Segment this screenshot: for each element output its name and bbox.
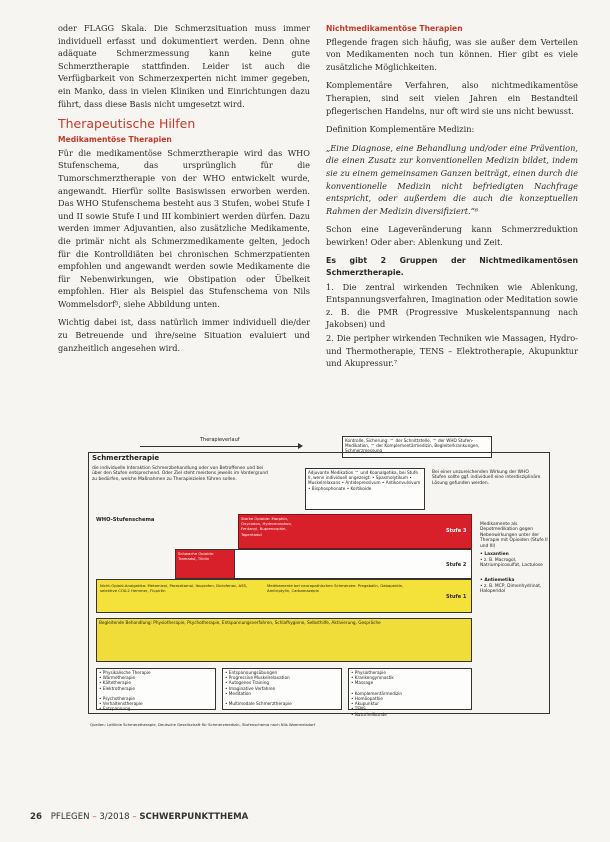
groups-heading: Es gibt 2 Gruppen der Nichtmedikamentösen Schmerztherapie. — [326, 255, 578, 278]
stufe3-bar — [238, 514, 472, 549]
definition-quote: „Eine Diagnose, eine Behandlung und/oder eine Prävention, die einen Zusatz zur konventionellen Medizin bildet, indem sie zu einem gemeinsamen Ganzen beiträgt, einen durch die konventionelle Medizin nicht befriedigten Nachfrage entspricht, oder außerdem die auch die konzeptuellen Rahmen der Medizin diversifiziert.“⁶ — [326, 142, 578, 216]
paragraph-nurses: Pflegende fragen sich häufig, was sie außer dem Verteilen von Medikamenten noch tun können. Hier gibt es viele zusätzliche Möglichkeiten. — [326, 36, 578, 72]
section-title: Therapeutische Hilfen — [58, 116, 196, 132]
definition-label: Definition Komplementäre Medizin: — [326, 124, 475, 135]
stufe3-label: Stufe 3 — [446, 528, 467, 534]
laxantien-label: • Laxantien — [480, 552, 509, 557]
section-name: SCHWERPUNKTTHEMA — [139, 812, 249, 822]
who-label: WHO-Stufenschema — [96, 517, 155, 523]
footer-separator-2: – — [132, 812, 137, 822]
footer-separator: – — [92, 812, 97, 822]
stufe2-box: Schwache Opioide: Tramadol, Tilidin — [175, 549, 235, 579]
intro-paragraph: oder FLAGG Skala. Die Schmerzsituation muss immer individuell erfasst und dokumentiert werden. Denn ohne adäquate Schmerzmessung kann keine gute Schmerztherapie stattfinden. Leider ist auch die Verfügbarkeit von Schmerzexperten nicht immer gegeben, ein Manko, dass in vielen Kliniken und Einrichtungen dazu führt, dass diese Basis nicht umgesetzt wird. — [58, 23, 310, 109]
bottom-box-1-text: • Physikalische Therapie • Wärmetherapie • Kältetherapie • Elektrotherapie • Psychotherapie • Verhaltenstherapie • Entspannung — [99, 670, 151, 712]
diagram-intro: die individuelle Interaktion Schmerzbehandlung oder von Betroffenen und bei über den Stufen entsprechend. Oder Ziel steht meistens jeweils im Vordergrund zu bedürfen, welche Maßnahmen zu Therapiezielen führen sollen. — [92, 466, 268, 482]
stufe1-bar — [96, 579, 472, 613]
side-note: Bei einer unzureichenden Wirkung der WHO Stufen sollte ggf. individuell eine interdisziplinäre Lösung gefunden werden. — [432, 470, 541, 486]
issue-number: 3/2018 — [99, 812, 130, 822]
stufe1-label: Stufe 1 — [446, 594, 467, 600]
magazine-name: PFLEGEN — [50, 812, 90, 822]
paragraph-position: Schon eine Lageveränderung kann Schmerzreduktion bewirken! Oder aber: Ablenkung und Zeit. — [326, 224, 578, 247]
adjuvant-box: Adjuvante Medikation ™ und Koanalgetika, bei Stufe II, wenn individuell angezeigt: • Spasmolytikum • Muskelrelaxans • Antidepressivum • Antikonvulsivum • Bisphosphonate • Kortikoide — [305, 468, 425, 510]
right-column — [326, 22, 578, 376]
therapy-diagram — [80, 436, 558, 814]
stufe1-box-left: Nicht-Opioid-Analgetika: Metamizol, Paracetamol, Ibuprofen, Diclofenac, ASS, selektive COX-2 Hemmer, Flupirtin — [100, 583, 248, 594]
paragraph-important: Wichtig dabei ist, dass natürlich immer individuell die/der zu Betreuende und ihre/seine Situation evaluiert und ganzheitlich angesehen wird. — [58, 317, 310, 353]
therapieverlauf-label: Therapieverlauf — [200, 437, 240, 443]
paragraph-complementary: Komplementäre Verfahren, also nichtmedikamentöse Therapien, sind seit vielen Jahren ein Bestandteil pflegerischen Handelns, nur oft wird sie uns nicht bewusst. — [326, 80, 578, 116]
stufe1-box-right: Medikamente bei neuropathischen Schmerzen: Pregabalin, Gabapentin, Amitriptylin, Carbamazepin — [267, 583, 404, 594]
bottom-box-3 — [348, 668, 472, 717]
paragraph-who: Für die medikamentöse Schmerztherapie wird das WHO Stufenschema, das ursprünglich für die Tumorschmerztherapie von der WHO entwickelt wurde, angewandt. Hierfür sollte Basiswissen erworben werden. Das WHO Stufenschema besteht aus 3 Stufen, wobei Stufe I und II sowie Stufe I und III kombiniert werden dürfen. Dazu werden immer Adjuvantien, also zusätzliche Medikamente, die primär nicht als Schmerzmedikamente gelten, jedoch für die Kontrolldiäten bei chronischen Schmerzpatienten empfohlen und angewandt werden sowie Medikamente die für Nebenwirkungen, wie Obstipation oder Übelkeit empfohlen. Hier als Beispiel das Stufenschema von Nils Wommelsdorf⁵, siehe Abbildung unten. — [58, 147, 310, 309]
page-footer — [30, 812, 248, 822]
bottom-box-3-text: • Physiotherapie • Krankengymnastik • Massage • Komplementärmedizin • Homöopathie • Akupunktur • TENS • Naturheilkunde — [351, 670, 403, 717]
bottom-box-2-text: • Entspannungsübungen • Progressive Muskelrelaxation • Autogenes Training • Imaginative Verfahren • Meditation • Multimodale Schmerztherapie — [225, 670, 292, 707]
bottom-box-1 — [96, 668, 216, 710]
page-number: 26 — [30, 812, 42, 822]
laxantien-detail: • z. B. Macrogol, Natriumpicosulfat, Lactulose — [480, 558, 543, 569]
group-item-1: 1. Die zentral wirkenden Techniken wie Ablenkung, Entspannungsverfahren, Imagination oder Meditation sowie z. B. die PMR (Progressive Muskelentspannung nach Jakobsen) und — [326, 281, 578, 330]
bottom-box-2 — [222, 668, 342, 710]
stufe3-box-text: Starke Opioide: Morphin, Oxycodon, Hydromorphon, Fentanyl, Buprenorphin, Tapentadol — [241, 516, 293, 537]
diagram-sources: Quellen: Leitlinie Schmerztherapie, Deutsche Gesellschaft für Schmerzmedizin, Stufenschema nach Nils Wommelsdorf — [90, 722, 316, 727]
red-right-note: Medikamente als Depotmedikation gegen Nebenwirkungen unter der Therapie mit Opioiden (Stufe II und III) — [480, 522, 548, 549]
therapieverlauf-arrow — [140, 446, 300, 447]
antiemetika-detail: • z. B. MCP, Dimenhydrinat, Haloperidol — [480, 584, 542, 595]
left-column — [58, 22, 310, 360]
nonmed-box: Begleitende Behandlung: Physiotherapie, Psychotherapie, Entspannungsverfahren, Schlafhygiene, Selbsthilfe, Aktivierung, Gespräche — [96, 618, 472, 662]
group-item-2: 2. Die peripher wirkenden Techniken wie Massagen, Hydro- und Thermotherapie, TENS – Elektrotherapie, Akupunktur und Akupressur.⁷ — [326, 333, 578, 369]
subsection-title-medication: Medikamentöse Therapien — [58, 135, 172, 145]
subsection-title-nonmedication: Nichtmedikamentöse Therapien — [326, 24, 463, 33]
antiemetika-label: • Antiemetika — [480, 578, 515, 583]
kontrolle-box: Kontrolle, Sicherung: ™ der Schnittstelle, ™ der WHO Stufen-Medikation, ™ der Komplementärmedizin, Begleiterkrankungen, Schmerzmessung — [342, 436, 492, 458]
stufe2-label: Stufe 2 — [446, 562, 467, 568]
therapieverlauf-arrow-head — [298, 443, 303, 449]
diagram-title: Schmerztherapie — [92, 454, 160, 462]
